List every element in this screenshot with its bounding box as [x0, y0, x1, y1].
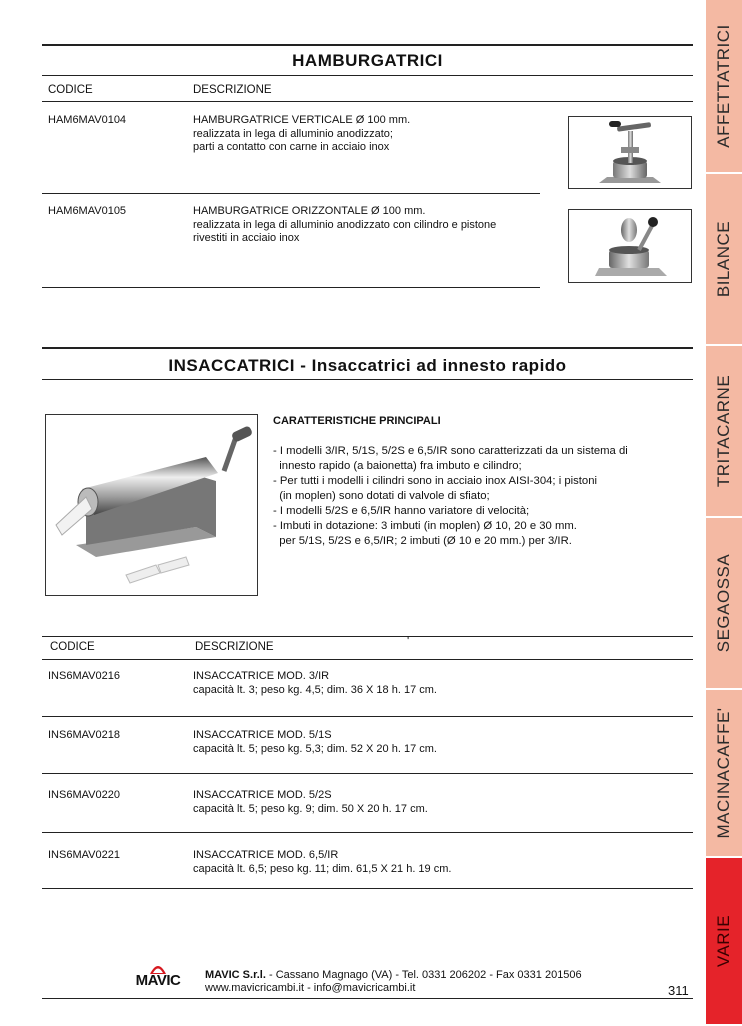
- company-name: MAVIC S.r.l.: [205, 969, 266, 981]
- tab-varie[interactable]: VARIE: [706, 858, 742, 1026]
- stray-mark: ': [407, 636, 410, 648]
- col-header-codice: CODICE: [48, 84, 93, 96]
- section-title-insaccatrici: INSACCATRICI - Insaccatrici ad innesto rapido: [168, 356, 567, 375]
- product-description: HAMBURGATRICE VERTICALE Ø 100 mm. realizzata in lega di alluminio anodizzato; parti a contatto con carne in acciaio inox: [193, 114, 411, 153]
- row-divider: [42, 888, 693, 889]
- tab-bilance[interactable]: BILANCE: [706, 174, 742, 346]
- feature-line: - Per tutti i modelli i cilindri sono in acciaio inox AISI-304; i pistoni: [273, 475, 597, 487]
- mavic-logo: [128, 960, 188, 1000]
- product-code: INS6MAV0218: [48, 729, 120, 741]
- section-rule: [42, 347, 693, 349]
- horizontal-burger-press-image: [568, 209, 692, 283]
- vertical-burger-press-image: [568, 116, 692, 189]
- product-code: INS6MAV0216: [48, 670, 120, 682]
- title-rule: [42, 379, 693, 380]
- product-code: INS6MAV0220: [48, 789, 120, 801]
- row-divider: [42, 832, 693, 833]
- sausage-stuffer-image: [45, 414, 258, 596]
- product-description: INSACCATRICE MOD. 5/1S capacità lt. 5; peso kg. 5,3; dim. 52 X 20 h. 17 cm.: [193, 729, 437, 755]
- section-title-hamburgatrici: HAMBURGATRICI: [292, 51, 443, 70]
- company-contacts: - Cassano Magnago (VA) - Tel. 0331 206202 - Fax 0331 201506: [265, 969, 582, 981]
- tab-affettatrici[interactable]: AFFETTATRICI: [706, 0, 742, 174]
- feature-line: - I modelli 3/IR, 5/1S, 5/2S e 6,5/IR sono caratterizzati da un sistema di: [273, 445, 628, 457]
- footer-rule: [42, 998, 693, 999]
- tab-segaossa[interactable]: SEGAOSSA: [706, 518, 742, 690]
- row-divider: [42, 716, 693, 717]
- side-tabs: [706, 0, 742, 1024]
- title-rule: [42, 75, 693, 76]
- product-description: INSACCATRICE MOD. 6,5/IR capacità lt. 6,5; peso kg. 11; dim. 61,5 X 21 h. 19 cm.: [193, 849, 452, 875]
- col-header-codice: CODICE: [50, 641, 95, 653]
- top-rule: [42, 44, 693, 46]
- feature-line: - I modelli 5/2S e 6,5/IR hanno variatore di velocità;: [273, 505, 530, 517]
- feature-line: innesto rapido (a baionetta) fra imbuto e cilindro;: [273, 460, 522, 472]
- product-code: HAM6MAV0104: [48, 114, 127, 126]
- header-rule: [42, 659, 693, 660]
- row-divider: [42, 773, 693, 774]
- product-code: INS6MAV0221: [48, 849, 120, 861]
- page-number: 311: [668, 983, 689, 998]
- product-description: INSACCATRICE MOD. 5/2S capacità lt. 5; peso kg. 9; dim. 50 X 20 h. 17 cm.: [193, 789, 428, 815]
- logo-text: MAVIC: [135, 972, 181, 989]
- product-code: HAM6MAV0105: [48, 205, 127, 217]
- row-divider: [42, 287, 540, 288]
- col-header-descrizione: DESCRIZIONE: [195, 641, 274, 653]
- features-list: [273, 444, 628, 549]
- feature-line: per 5/1S, 5/2S e 6,5/IR; 2 imbuti (Ø 10 e 20 mm.) per 3/IR.: [273, 535, 572, 547]
- col-header-descrizione: DESCRIZIONE: [193, 84, 272, 96]
- tab-tritacarne[interactable]: TRITACARNE: [706, 346, 742, 518]
- table-top-rule: [42, 636, 693, 637]
- features-title: CARATTERISTICHE PRINCIPALI: [273, 415, 441, 427]
- row-divider: [42, 193, 540, 194]
- feature-line: (in moplen) sono dotati di valvole di sfiato;: [273, 490, 490, 502]
- product-description: HAMBURGATRICE ORIZZONTALE Ø 100 mm. realizzata in lega di alluminio anodizzato con cilindro e pistone rivestiti in acciaio inox: [193, 205, 497, 244]
- web-contacts[interactable]: www.mavicricambi.it - info@mavicricambi.it: [205, 982, 416, 994]
- header-rule: [42, 101, 693, 102]
- tab-macinacaffe[interactable]: MACINACAFFE': [706, 690, 742, 858]
- footer-address: [205, 969, 582, 995]
- feature-line: - Imbuti in dotazione: 3 imbuti (in moplen) Ø 10, 20 e 30 mm.: [273, 520, 577, 532]
- product-description: INSACCATRICE MOD. 3/IR capacità lt. 3; peso kg. 4,5; dim. 36 X 18 h. 17 cm.: [193, 670, 437, 696]
